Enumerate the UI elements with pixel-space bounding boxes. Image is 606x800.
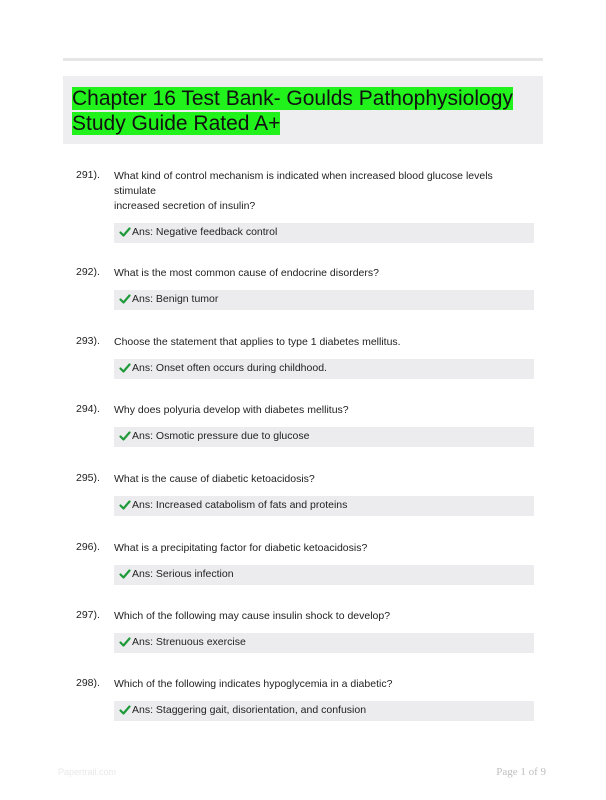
question-number: 298). — [76, 677, 100, 689]
answer-text: Ans: Staggering gait, disorientation, and confusion — [132, 704, 367, 716]
question-text — [114, 677, 534, 692]
answer-box — [114, 633, 534, 653]
answer-box — [114, 701, 534, 721]
page-number: Page 1 of 9 — [496, 766, 546, 778]
answer-box — [114, 359, 534, 379]
answer-text: Ans: Strenuous exercise — [132, 636, 246, 648]
question-text — [114, 541, 534, 556]
title-line-1: Chapter 16 Test Bank- Goulds Pathophysiology — [72, 87, 513, 110]
question-line: What kind of control mechanism is indicated when increased blood glucose levels — [114, 170, 493, 182]
check-icon — [119, 636, 131, 648]
answer-box — [114, 496, 534, 516]
answer-text: Ans: Osmotic pressure due to glucose — [132, 430, 310, 442]
title-banner — [63, 76, 543, 144]
question-number: 295). — [76, 472, 100, 484]
footer-site: Papertrail.com — [58, 767, 117, 777]
question-line: Why does polyuria develop with diabetes mellitus? — [114, 404, 349, 416]
question-line: Choose the statement that applies to type 1 diabetes mellitus. — [114, 336, 401, 348]
question-line: What is the cause of diabetic ketoacidosis? — [114, 473, 315, 485]
answer-box — [114, 223, 534, 243]
question-text — [114, 403, 534, 418]
question-line: Which of the following indicates hypoglycemia in a diabetic? — [114, 678, 393, 690]
check-icon — [119, 226, 131, 238]
question-line: increased secretion of insulin? — [114, 200, 256, 212]
answer-text: Ans: Increased catabolism of fats and proteins — [132, 499, 348, 511]
question-number: 293). — [76, 335, 100, 347]
check-icon — [119, 704, 131, 716]
check-icon — [119, 362, 131, 374]
question-number: 292). — [76, 266, 100, 278]
top-divider — [63, 58, 543, 61]
question-number: 297). — [76, 609, 100, 621]
answer-box — [114, 290, 534, 310]
answer-text: Ans: Negative feedback control — [132, 226, 278, 238]
question-text — [114, 169, 534, 214]
answer-text: Ans: Serious infection — [132, 568, 234, 580]
check-icon — [119, 293, 131, 305]
check-icon — [119, 568, 131, 580]
question-number: 291). — [76, 169, 100, 181]
check-icon — [119, 430, 131, 442]
question-number: 296). — [76, 541, 100, 553]
answer-box — [114, 427, 534, 447]
title-line-2: Study Guide Rated A+ — [72, 112, 281, 135]
question-line: What is the most common cause of endocrine disorders? — [114, 267, 379, 279]
question-text — [114, 335, 534, 350]
question-line: stimulate — [114, 185, 157, 197]
check-icon — [119, 499, 131, 511]
question-line: Which of the following may cause insulin shock to develop? — [114, 610, 391, 622]
question-line: What is a precipitating factor for diabetic ketoacidosis? — [114, 542, 368, 554]
answer-text: Ans: Benign tumor — [132, 293, 219, 305]
page-title — [72, 86, 532, 136]
answer-box — [114, 565, 534, 585]
answer-text: Ans: Onset often occurs during childhood. — [132, 362, 327, 374]
question-text — [114, 609, 534, 624]
question-text — [114, 266, 534, 281]
question-number: 294). — [76, 403, 100, 415]
question-text — [114, 472, 534, 487]
